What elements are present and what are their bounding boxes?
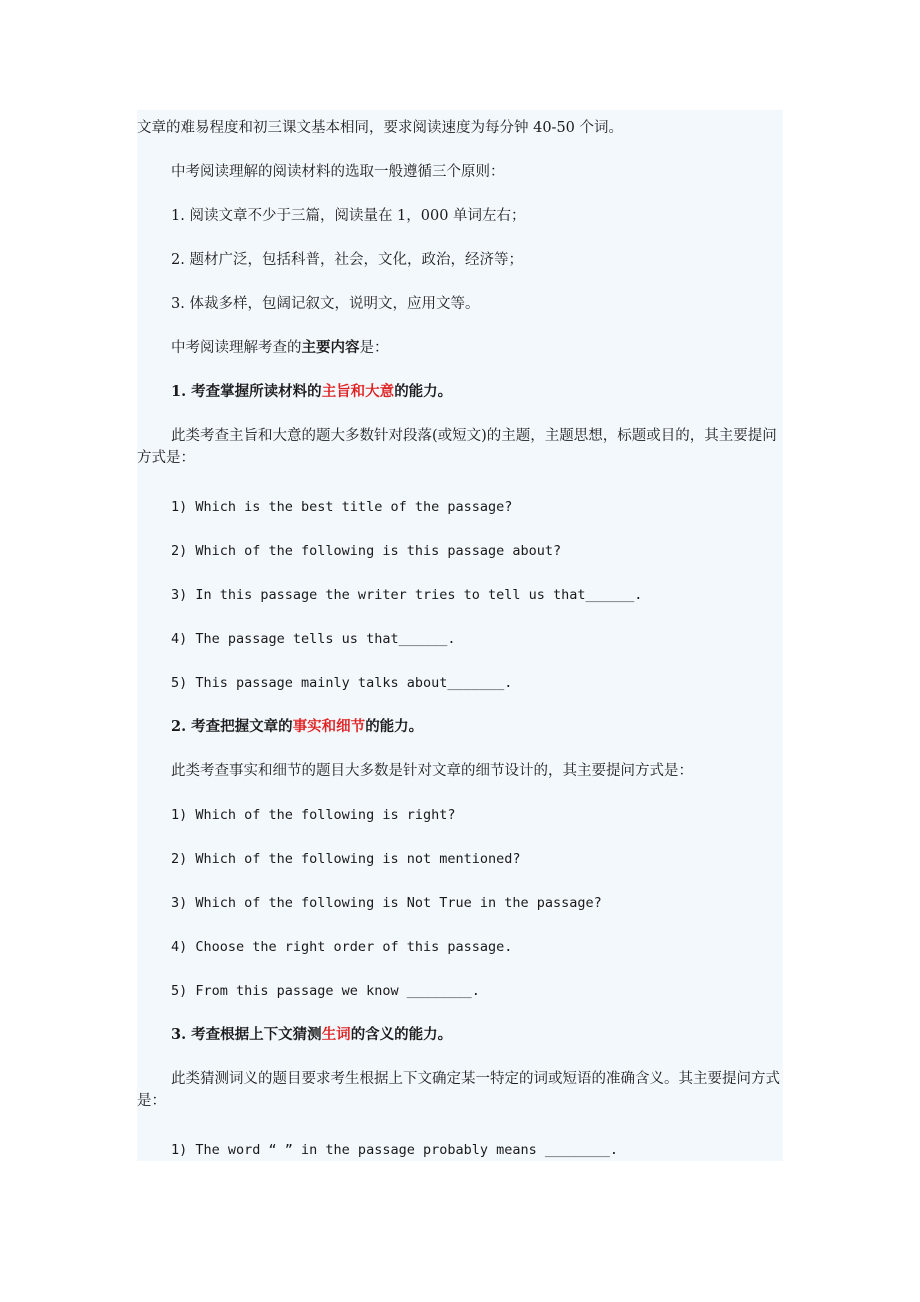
principle-item: 1. 阅读文章不少于三篇，阅读量在 1，000 单词左右；: [171, 208, 526, 224]
section-heading-suffix: 的能力。: [365, 718, 424, 735]
section-heading-highlight: 事实和细节: [292, 718, 366, 735]
section-heading-suffix: 的含义的能力。: [350, 1026, 453, 1043]
question-item: 5) From this passage we know ________.: [171, 983, 480, 999]
question-item: 3) Which of the following is Not True in the passage?: [171, 895, 602, 911]
section-heading: [171, 381, 452, 403]
main-content-prefix: 中考阅读理解考查的: [171, 340, 302, 356]
question-item: 1) Which is the best title of the passage?: [171, 499, 513, 515]
question-item: 4) Choose the right order of this passage.: [171, 939, 513, 955]
main-content-suffix: 是：: [359, 340, 389, 356]
section-description: 此类考查主旨和大意的题大多数针对段落(或短文)的主题，主题思想，标题或目的，其主要提问方式是：: [137, 428, 777, 466]
question-item: 3) In this passage the writer tries to tell us that______.: [171, 587, 643, 603]
principles-intro: 中考阅读理解的阅读材料的选取一般遵循三个原则：: [171, 164, 505, 180]
section-heading-highlight: 主旨和大意: [321, 383, 395, 400]
question-item: 2) Which of the following is this passage about?: [171, 543, 562, 559]
section-description: 此类考查事实和细节的题目大多数是针对文章的细节设计的，其主要提问方式是：: [171, 763, 693, 779]
section-heading-prefix: 1. 考查掌握所读材料的: [171, 383, 322, 400]
section-heading: [171, 716, 423, 738]
section-description: 此类猜测词义的题目要求考生根据上下文确定某一特定的词或短语的准确含义。其主要提问方式是：: [137, 1071, 780, 1109]
document-body: [137, 110, 783, 1161]
question-item: 1) Which of the following is right?: [171, 807, 456, 823]
intro-line: 文章的难易程度和初三课文基本相同，要求阅读速度为每分钟 40-50 个词。: [137, 120, 624, 136]
section-heading: [171, 1024, 452, 1046]
section-heading-suffix: 的能力。: [394, 383, 453, 400]
question-item: 2) Which of the following is not mentioned?: [171, 851, 521, 867]
principle-item: 3. 体裁多样，包阔记叙文，说明文，应用文等。: [171, 296, 480, 312]
section-heading-prefix: 2. 考查把握文章的: [171, 718, 293, 735]
main-content-bold: 主要内容: [301, 339, 360, 356]
section-heading-prefix: 3. 考查根据上下文猜测: [171, 1026, 322, 1043]
section-heading-highlight: 生词: [321, 1026, 351, 1043]
question-item: 5) This passage mainly talks about_______.: [171, 675, 513, 691]
principle-item: 2. 题材广泛，包括科普，社会，文化，政治，经济等；: [171, 252, 523, 268]
main-content-line: [171, 337, 389, 359]
question-item: 4) The passage tells us that______.: [171, 631, 456, 647]
question-item: 1) The word “ ” in the passage probably means ________.: [171, 1142, 619, 1158]
